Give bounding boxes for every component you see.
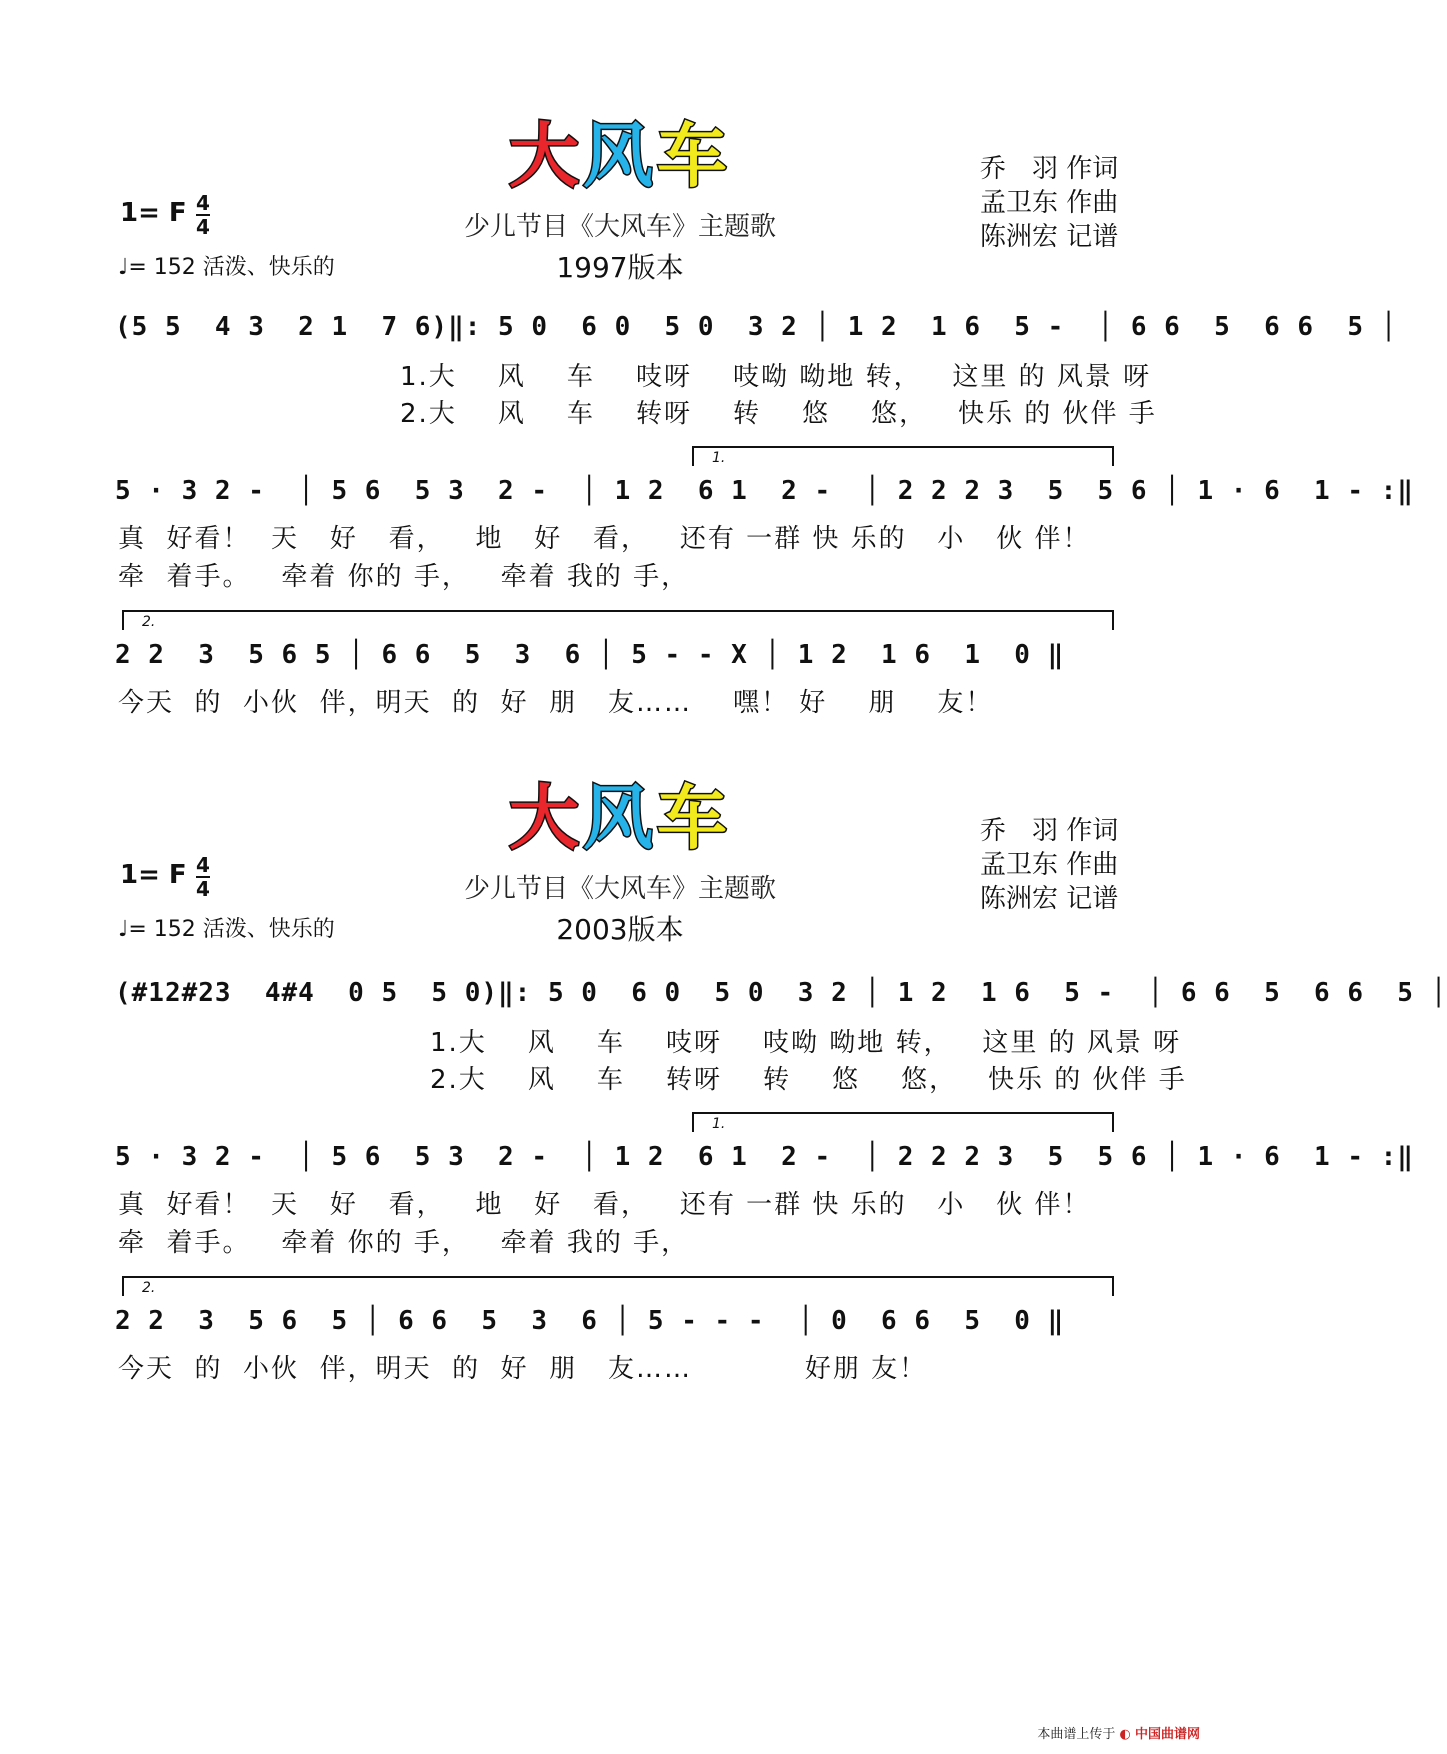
lyric-line: 2.大 风 车 转呀 转 悠 悠， 快乐 的 伙伴 手 — [430, 1065, 1187, 1095]
notation-line: 5 · 3 2 - │ 5 6 5 3 2 - │ 1 2 6 1 2 - │ 2 2 2 3 5 5 6 │ 1 · 6 1 - :‖ — [115, 476, 1414, 506]
footer — [1037, 1723, 1200, 1742]
meter-top: 4 — [196, 191, 210, 215]
version-label: 2003版本 — [556, 913, 684, 946]
notation-line: (5 5 4 3 2 1 7 6)‖: 5 0 6 0 5 0 3 2 │ 1 2 1 6 5 - │ 6 6 5 6 6 5 │ — [115, 312, 1398, 342]
title-char: 车 — [657, 115, 731, 197]
lyric-line: 1.大 风 车 吱呀 吱呦 呦地 转， 这里 的 风景 呀 — [430, 1028, 1182, 1058]
volta-bracket — [122, 1276, 1114, 1296]
lyric-line: 真 好看！ 天 好 看， 地 好 看， 还有 一群 快 乐的 小 伙 伴！ — [118, 524, 1091, 554]
footer-site[interactable]: 中国曲谱网 — [1134, 1727, 1200, 1742]
volta-bracket — [122, 610, 1114, 630]
lyricist: 乔 羽 作词 — [980, 816, 1119, 846]
lyric-line: 1.大 风 车 吱呀 吱呦 呦地 转， 这里 的 风景 呀 — [400, 362, 1152, 392]
composer: 孟卫东 作曲 — [980, 188, 1119, 218]
notation-line: 5 · 3 2 - │ 5 6 5 3 2 - │ 1 2 6 1 2 - │ 2 2 2 3 5 5 6 │ 1 · 6 1 - :‖ — [115, 1142, 1414, 1172]
volta-number: 1. — [712, 450, 726, 466]
lyric-line: 牵 着手。 牵着 你的 手， 牵着 我的 手， — [118, 562, 690, 592]
volta-bracket — [692, 1112, 1114, 1132]
composer: 孟卫东 作曲 — [980, 850, 1119, 880]
lyric-line: 牵 着手。 牵着 你的 手， 牵着 我的 手， — [118, 1228, 690, 1258]
lyric-line: 今天 的 小伙 伴，明天 的 好 朋 友…… 嘿！ 好 朋 友！ — [118, 688, 994, 718]
title-char: 风 — [583, 777, 657, 859]
notation-line: 2 2 3 5 6 5 │ 6 6 5 3 6 │ 5 - - - │ 0 6 6 5 0 ‖ — [115, 1306, 1065, 1336]
key-signature: 1= F — [120, 198, 187, 228]
volta-bracket — [692, 446, 1114, 466]
tempo-marking: ♩= 152 活泼、快乐的 — [118, 917, 335, 942]
volta-number: 1. — [712, 1116, 726, 1132]
transcriber: 陈洲宏 记谱 — [980, 884, 1119, 914]
lyric-line: 今天 的 小伙 伴，明天 的 好 朋 友…… 好朋 友！ — [118, 1354, 928, 1384]
subtitle: 少儿节目《大风车》主题歌 — [463, 874, 776, 904]
logo-icon: ◐ — [1119, 1727, 1131, 1742]
notation-line: (#12#23 4#4 0 5 5 0)‖: 5 0 6 0 5 0 3 2 │ 1 2 1 6 5 - │ 6 6 5 6 6 5 │ — [115, 978, 1447, 1008]
volta-number: 2. — [142, 1280, 156, 1296]
key-signature: 1= F — [120, 860, 187, 890]
title-char: 大 — [509, 115, 583, 197]
notation-line: 2 2 3 5 6 5 │ 6 6 5 3 6 │ 5 - - X │ 1 2 1 6 1 0 ‖ — [115, 640, 1065, 670]
meter-bottom: 4 — [196, 215, 210, 239]
version-label: 1997版本 — [556, 251, 684, 284]
footer-text: 本曲谱上传于 — [1037, 1727, 1116, 1742]
volta-number: 2. — [142, 614, 156, 630]
tempo-marking: ♩= 152 活泼、快乐的 — [118, 255, 335, 280]
meter-top: 4 — [196, 853, 210, 877]
transcriber: 陈洲宏 记谱 — [980, 222, 1119, 252]
lyricist: 乔 羽 作词 — [980, 154, 1119, 184]
title-char: 大 — [509, 777, 583, 859]
lyric-line: 真 好看！ 天 好 看， 地 好 看， 还有 一群 快 乐的 小 伙 伴！ — [118, 1190, 1091, 1220]
lyric-line: 2.大 风 车 转呀 转 悠 悠， 快乐 的 伙伴 手 — [400, 399, 1157, 429]
title-char: 车 — [657, 777, 731, 859]
title-char: 风 — [583, 115, 657, 197]
subtitle: 少儿节目《大风车》主题歌 — [463, 212, 776, 242]
meter-bottom: 4 — [196, 877, 210, 901]
